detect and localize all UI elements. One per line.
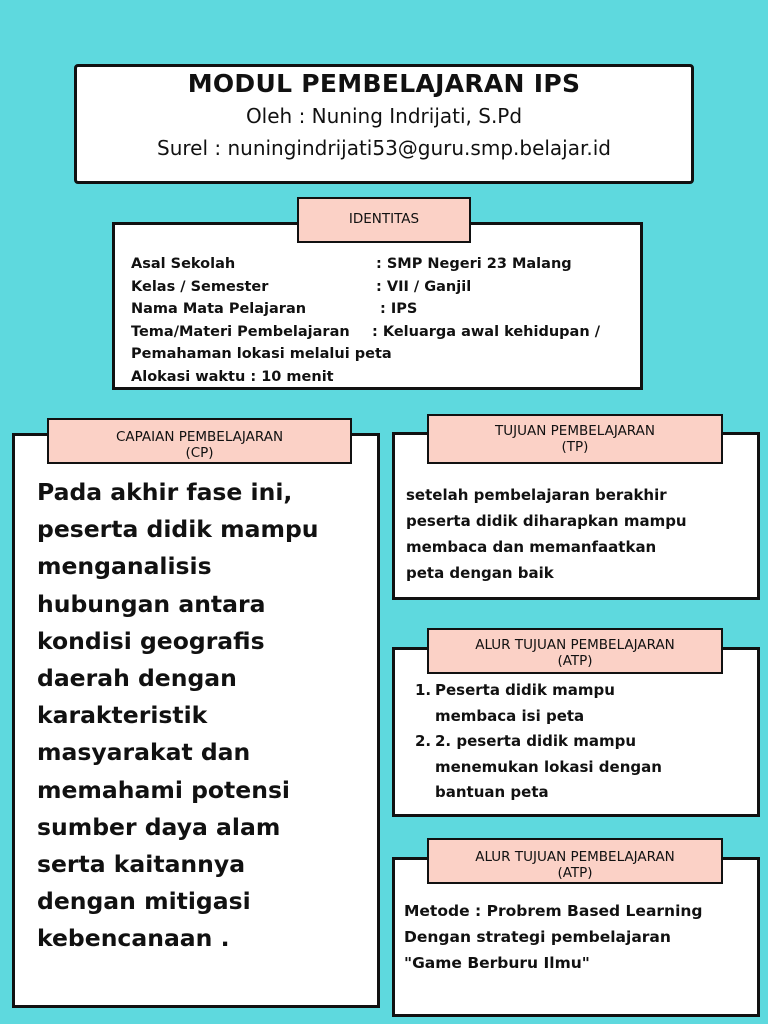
identitas-key: Kelas / Semester: [131, 278, 269, 295]
cp-line: memahami potensi: [37, 775, 290, 804]
cp-line: menganalisis: [37, 552, 212, 581]
identitas-row: [131, 321, 600, 344]
cp-tag: [47, 418, 352, 464]
tp-tag-line: TUJUAN PEMBELAJARAN: [495, 423, 655, 439]
cp-tag-line: CAPAIAN PEMBELAJARAN: [115, 429, 284, 445]
identitas-line: Pemahaman lokasi melalui peta: [131, 346, 392, 362]
atp-item-number: 2.: [415, 732, 432, 750]
identitas-row: [131, 298, 418, 321]
tp-text: [406, 482, 687, 586]
cp-line: Pada akhir fase ini,: [37, 478, 293, 506]
identitas-list: [131, 253, 600, 388]
title-card: [74, 64, 694, 184]
atp2-tag-line: ALUR TUJUAN PEMBELAJARAN: [475, 849, 675, 865]
atp-item-number: 1.: [415, 681, 432, 699]
tp-line: peserta didik diharapkan mampu: [406, 512, 687, 530]
author-line: Oleh : Nuning Indrijati, S.Pd: [245, 104, 523, 128]
atp2-text: [404, 898, 703, 976]
tp-line: setelah pembelajaran berakhir: [406, 486, 667, 504]
tp-line: peta dengan baik: [406, 564, 554, 582]
atp-item-line: bantuan peta: [435, 783, 549, 801]
identitas-tag: [297, 197, 471, 243]
atp2-line: Metode : Probrem Based Learning: [404, 902, 703, 920]
email-line: Surel : nuningindrijati53@guru.smp.belajar.id: [157, 136, 611, 160]
atp2-tag-line: (ATP): [557, 865, 593, 881]
atp-tag-line: ALUR TUJUAN PEMBELAJARAN: [475, 637, 675, 653]
atp-item-line: membaca isi peta: [435, 706, 585, 725]
cp-tag-line: (CP): [185, 445, 214, 461]
identitas-key: Tema/Materi Pembelajaran: [131, 323, 350, 340]
atp2-tag: [427, 838, 723, 884]
identitas-value: : Keluarga awal kehidupan /: [372, 323, 600, 340]
identitas-value: : IPS: [380, 301, 418, 317]
cp-line: serta kaitannya: [37, 850, 246, 879]
identitas-value: : VII / Ganjil: [376, 278, 472, 295]
identitas-line: Alokasi waktu : 10 menit: [131, 368, 334, 385]
identitas-tag-label: IDENTITAS: [348, 211, 420, 227]
atp-tag-line: (ATP): [557, 653, 593, 669]
module-title: MODUL PEMBELAJARAN IPS: [187, 69, 581, 98]
tp-tag-line: (TP): [561, 439, 589, 455]
atp-item-line: menemukan lokasi dengan: [435, 757, 662, 776]
cp-line: masyarakat dan: [37, 738, 251, 767]
identitas-row: [131, 276, 472, 299]
tp-tag: [427, 414, 723, 464]
cp-card: [12, 433, 380, 1008]
atp-item-line: Peserta didik mampu: [435, 681, 615, 699]
atp-item: [415, 729, 662, 806]
atp2-line: "Game Berburu Ilmu": [404, 954, 590, 972]
identitas-key: Asal Sekolah: [131, 256, 236, 272]
cp-line: peserta didik mampu: [37, 515, 319, 544]
atp-item: [415, 678, 662, 729]
identitas-card: [112, 222, 643, 390]
cp-line: sumber daya alam: [37, 812, 281, 841]
identitas-key: Nama Mata Pelajaran: [131, 301, 307, 317]
cp-line: kebencanaan .: [37, 924, 230, 953]
identitas-row: [131, 253, 572, 276]
atp2-line: Dengan strategi pembelajaran: [404, 928, 671, 946]
cp-line: kondisi geografis: [37, 626, 265, 655]
identitas-value: : SMP Negeri 23 Malang: [376, 256, 572, 272]
cp-line: hubungan antara: [37, 589, 266, 618]
atp-list: [415, 678, 662, 806]
atp-tag: [427, 628, 723, 674]
cp-line: dengan mitigasi: [37, 887, 251, 916]
atp-item-line: 2. peserta didik mampu: [435, 732, 637, 750]
cp-line: daerah dengan: [37, 664, 237, 693]
tp-line: membaca dan memanfaatkan: [406, 538, 657, 556]
cp-text: [37, 474, 377, 958]
cp-line: karakteristik: [37, 701, 208, 730]
